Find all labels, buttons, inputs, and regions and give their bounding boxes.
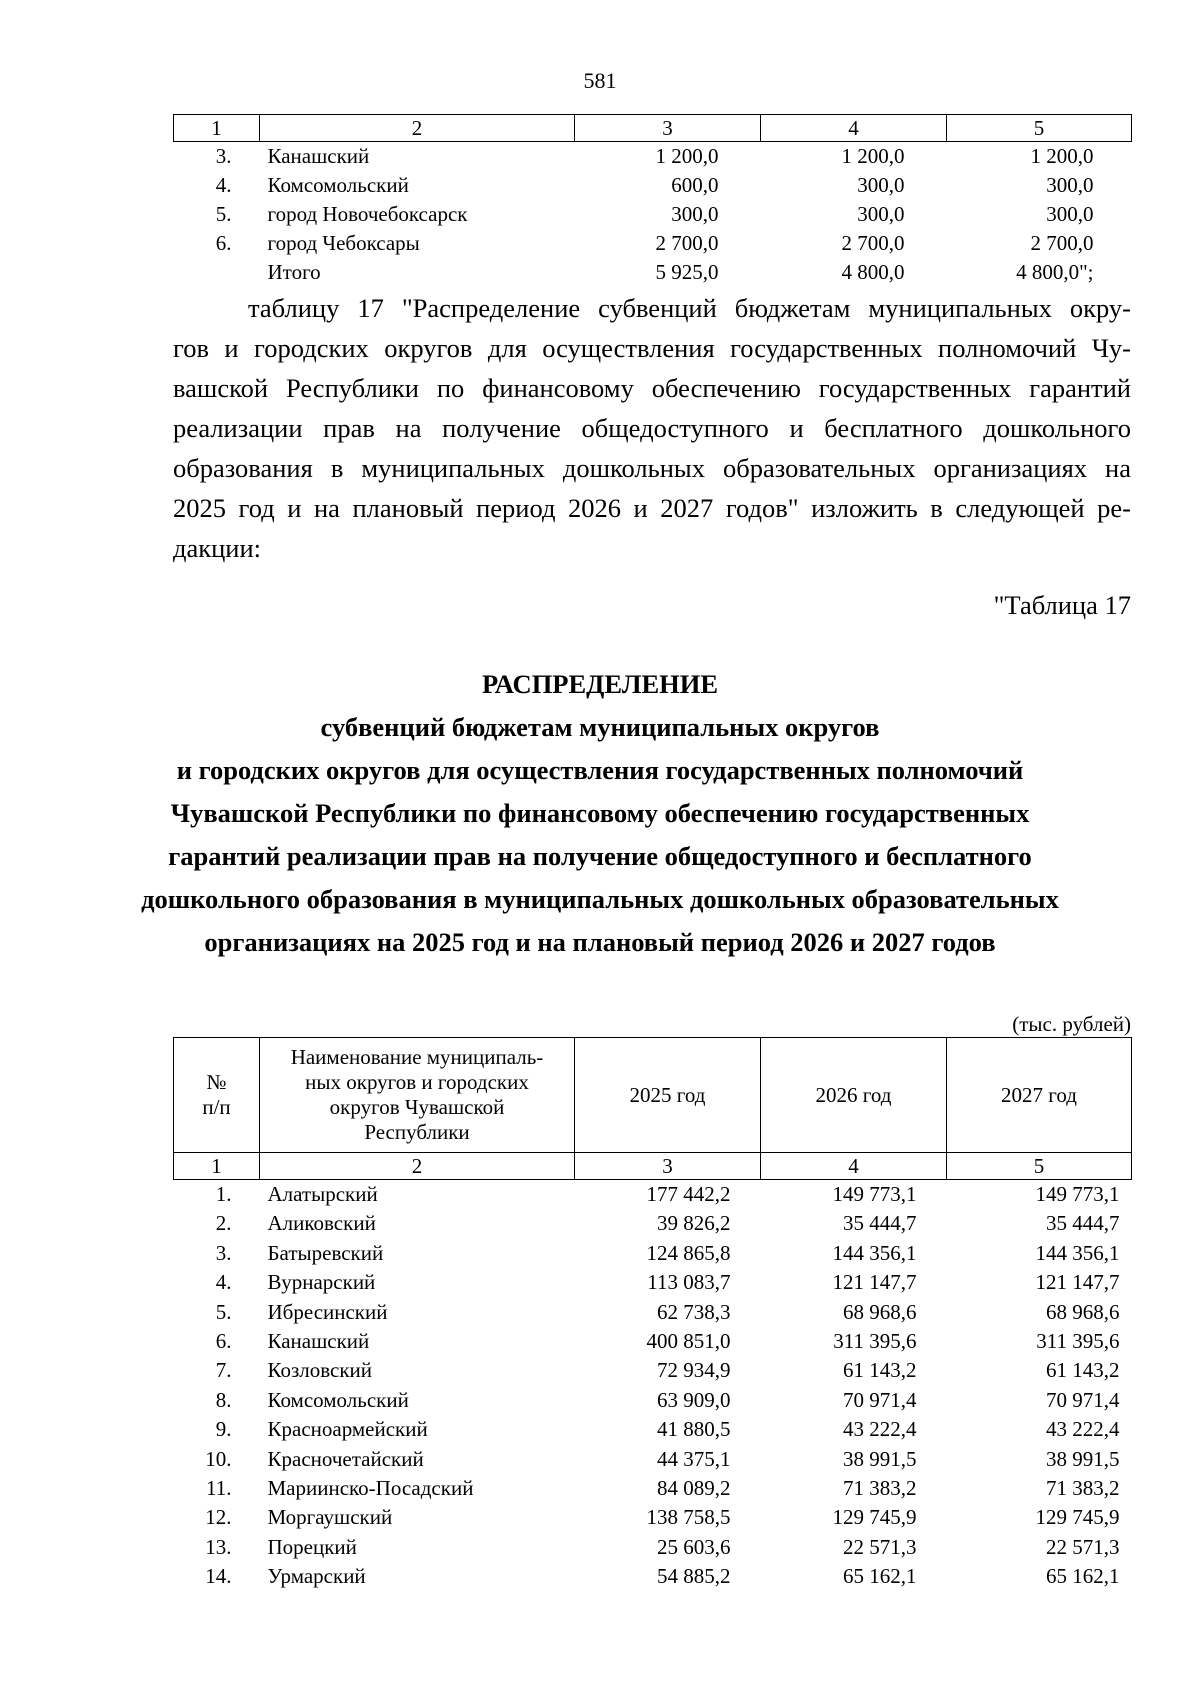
- value-2025: 54 885,2: [657, 1564, 731, 1589]
- value-2027: 71 383,2: [1046, 1476, 1120, 1501]
- value-2026: 43 222,4: [843, 1417, 917, 1442]
- row-name: Канашский: [267, 1329, 370, 1354]
- paragraph-line: реализации прав на получение общедоступного и бесплатного дошкольного: [173, 413, 1131, 443]
- paragraph-line: гов и городских округов для осуществления государственных полномочий Чу-: [173, 333, 1131, 363]
- value-2026: 1 200,0: [841, 144, 905, 168]
- row-name: Комсомольский: [267, 1387, 409, 1412]
- column-number: 3: [575, 1153, 761, 1180]
- value-2025: 25 603,6: [657, 1534, 731, 1559]
- title-line: Чувашской Республики по финансовому обеспечению государственных: [170, 798, 1030, 828]
- value-2026: 121 147,7: [832, 1270, 917, 1295]
- body-paragraph: [173, 288, 1131, 568]
- row-number: 5.: [215, 1299, 232, 1324]
- value-2025: 72 934,9: [657, 1358, 731, 1383]
- value-2027: 4 800,0";: [1016, 260, 1094, 284]
- row-number: 14.: [205, 1564, 232, 1589]
- units-label: (тыс. рублей): [1012, 1012, 1131, 1036]
- table-row: [174, 1356, 1132, 1385]
- value-2025: 2 700,0: [655, 231, 719, 255]
- value-2027: 300,0: [1046, 202, 1094, 226]
- header-number-text: № п/п: [202, 1070, 231, 1119]
- value-2027: 121 147,7: [1035, 1270, 1120, 1295]
- value-2027: 35 444,7: [1046, 1211, 1120, 1236]
- table-row: [174, 200, 1132, 229]
- header-number: [174, 1038, 260, 1153]
- value-2027: 70 971,4: [1046, 1387, 1120, 1412]
- page-number: 581: [583, 68, 617, 93]
- value-2026: 71 383,2: [843, 1476, 917, 1501]
- table-row: [174, 1533, 1132, 1562]
- row-number: 7.: [215, 1358, 232, 1383]
- value-2026: 129 745,9: [832, 1505, 917, 1530]
- header-name: [260, 1038, 575, 1153]
- paragraph-line: дакции:: [173, 533, 262, 563]
- value-2026: 149 773,1: [832, 1182, 917, 1206]
- row-name: Мариинско-Посадский: [267, 1476, 474, 1501]
- row-number: [174, 258, 260, 287]
- row-number: 2.: [215, 1211, 232, 1236]
- value-2027: 43 222,4: [1046, 1417, 1120, 1442]
- row-name: Порецкий: [267, 1534, 357, 1559]
- title-line: РАСПРЕДЕЛЕНИЕ: [481, 669, 719, 699]
- row-number: 12.: [205, 1505, 232, 1530]
- row-name: Батыревский: [267, 1240, 384, 1265]
- value-2025: 39 826,2: [657, 1211, 731, 1236]
- value-2026: 144 356,1: [832, 1240, 917, 1265]
- column-number: 2: [260, 1153, 575, 1180]
- value-2026: 65 162,1: [843, 1564, 917, 1589]
- title-line: гарантий реализации прав на получение общедоступного и бесплатного: [168, 841, 1032, 871]
- paragraph-line: вашской Республики по финансовому обеспечению государственных гарантий: [173, 373, 1131, 403]
- header-2027: 2027 год: [947, 1038, 1132, 1153]
- column-number: 3: [575, 115, 761, 142]
- paragraph-line: образования в муниципальных дошкольных образовательных организациях на: [173, 453, 1131, 483]
- table-row: [174, 229, 1132, 258]
- paragraph-line: таблицу 17 "Распределение субвенций бюджетам муниципальных окру-: [248, 293, 1131, 323]
- table-row: [174, 1562, 1132, 1591]
- column-number: 2: [260, 115, 575, 142]
- value-2025: 84 089,2: [657, 1476, 731, 1501]
- value-2025: 63 909,0: [657, 1387, 731, 1412]
- row-name: Козловский: [267, 1358, 373, 1383]
- row-number: 6.: [215, 231, 232, 255]
- row-name: город Чебоксары: [267, 231, 420, 255]
- row-number: 13.: [205, 1534, 232, 1559]
- value-2025: 177 442,2: [646, 1182, 731, 1206]
- column-number: 4: [761, 115, 947, 142]
- value-2026: 300,0: [857, 173, 905, 197]
- title-line: дошкольного образования в муниципальных дошкольных образовательных: [141, 884, 1059, 914]
- value-2027: 61 143,2: [1046, 1358, 1120, 1383]
- column-number: 1: [174, 115, 260, 142]
- table-row: [174, 171, 1132, 200]
- value-2025: 600,0: [671, 173, 719, 197]
- value-2027: 149 773,1: [1035, 1182, 1120, 1206]
- header-name-text: Наименование муниципаль- ных округов и городских округов Чувашской Республики: [290, 1045, 544, 1144]
- row-name: город Новочебоксарск: [267, 202, 468, 226]
- value-2027: 22 571,3: [1046, 1534, 1120, 1559]
- value-2026: 35 444,7: [843, 1211, 917, 1236]
- table-row: [174, 1445, 1132, 1474]
- table-label: "Таблица 17: [993, 590, 1131, 620]
- value-2026: 311 395,6: [833, 1329, 917, 1354]
- top-table-column-numbers: [174, 115, 1132, 142]
- table-row: [174, 1239, 1132, 1268]
- value-2027: 2 700,0: [1030, 231, 1094, 255]
- value-2027: 300,0: [1046, 173, 1094, 197]
- value-2027: 1 200,0: [1030, 144, 1094, 168]
- row-number: 3.: [215, 144, 232, 168]
- row-number: 4.: [215, 1270, 232, 1295]
- value-2025: 113 083,7: [647, 1270, 731, 1295]
- value-2027: 144 356,1: [1035, 1240, 1120, 1265]
- document-title: [0, 663, 1200, 964]
- table-row: [174, 1209, 1132, 1238]
- row-name: Комсомольский: [267, 173, 409, 197]
- row-name: Алатырский: [267, 1182, 378, 1206]
- value-2026: 70 971,4: [843, 1387, 917, 1412]
- row-number: 8.: [215, 1387, 232, 1412]
- row-name: Красночетайский: [267, 1446, 424, 1471]
- row-name: Канашский: [267, 144, 370, 168]
- row-number: 5.: [215, 202, 232, 226]
- value-2026: 61 143,2: [843, 1358, 917, 1383]
- main-table-column-numbers: [174, 1153, 1132, 1180]
- table-row: [174, 1386, 1132, 1415]
- value-2025: 62 738,3: [657, 1299, 731, 1324]
- value-2026: 300,0: [857, 202, 905, 226]
- main-table: [173, 1037, 1132, 1592]
- table-row: [174, 1180, 1132, 1210]
- header-2025: 2025 год: [575, 1038, 761, 1153]
- value-2026: 2 700,0: [841, 231, 905, 255]
- table-row: [174, 1415, 1132, 1444]
- table-row: [174, 1474, 1132, 1503]
- paragraph-line: 2025 год и на плановый период 2026 и 2027 годов" изложить в следующей ре-: [173, 493, 1131, 523]
- column-number: 5: [947, 1153, 1132, 1180]
- value-2025: 1 200,0: [655, 144, 719, 168]
- column-number: 5: [947, 115, 1132, 142]
- table-row: [174, 1298, 1132, 1327]
- row-number: 11.: [206, 1476, 232, 1501]
- value-2025: 138 758,5: [646, 1505, 731, 1530]
- value-2025: 124 865,8: [646, 1240, 731, 1265]
- table-row: [174, 258, 1132, 287]
- table-row: [174, 142, 1132, 172]
- row-name: Вурнарский: [267, 1270, 376, 1295]
- value-2026: 4 800,0: [841, 260, 905, 284]
- value-2027: 38 991,5: [1046, 1446, 1120, 1471]
- row-number: 9.: [215, 1417, 232, 1442]
- row-name: Красноармейский: [267, 1417, 428, 1442]
- main-table-header: [174, 1038, 1132, 1153]
- row-number: 3.: [215, 1240, 232, 1265]
- row-number: 6.: [215, 1329, 232, 1354]
- value-2027: 68 968,6: [1046, 1299, 1120, 1324]
- value-2026: 68 968,6: [843, 1299, 917, 1324]
- table-row: [174, 1268, 1132, 1297]
- title-line: и городских округов для осуществления государственных полномочий: [176, 755, 1024, 785]
- value-2025: 300,0: [671, 202, 719, 226]
- header-2026: 2026 год: [761, 1038, 947, 1153]
- value-2025: 400 851,0: [646, 1329, 731, 1354]
- table-row: [174, 1503, 1132, 1532]
- value-2027: 65 162,1: [1046, 1564, 1120, 1589]
- row-name: Урмарский: [267, 1564, 366, 1589]
- value-2027: 311 395,6: [1036, 1329, 1120, 1354]
- value-2025: 44 375,1: [657, 1446, 731, 1471]
- row-name: Итого: [267, 260, 321, 284]
- row-name: Моргаушский: [267, 1505, 393, 1530]
- row-name: Аликовский: [267, 1211, 376, 1236]
- column-number: 4: [761, 1153, 947, 1180]
- row-name: Ибресинский: [267, 1299, 388, 1324]
- column-number: 1: [174, 1153, 260, 1180]
- table-row: [174, 1327, 1132, 1356]
- value-2025: 5 925,0: [655, 260, 719, 284]
- row-number: 10.: [205, 1446, 232, 1471]
- value-2027: 129 745,9: [1035, 1505, 1120, 1530]
- top-table: [173, 114, 1132, 287]
- value-2026: 22 571,3: [843, 1534, 917, 1559]
- value-2025: 41 880,5: [657, 1417, 731, 1442]
- row-number: 4.: [215, 173, 232, 197]
- title-line: субвенций бюджетам муниципальных округов: [320, 712, 880, 742]
- value-2026: 38 991,5: [843, 1446, 917, 1471]
- row-number: 1.: [215, 1182, 232, 1206]
- title-line: организациях на 2025 год и на плановый период 2026 и 2027 годов: [204, 927, 996, 957]
